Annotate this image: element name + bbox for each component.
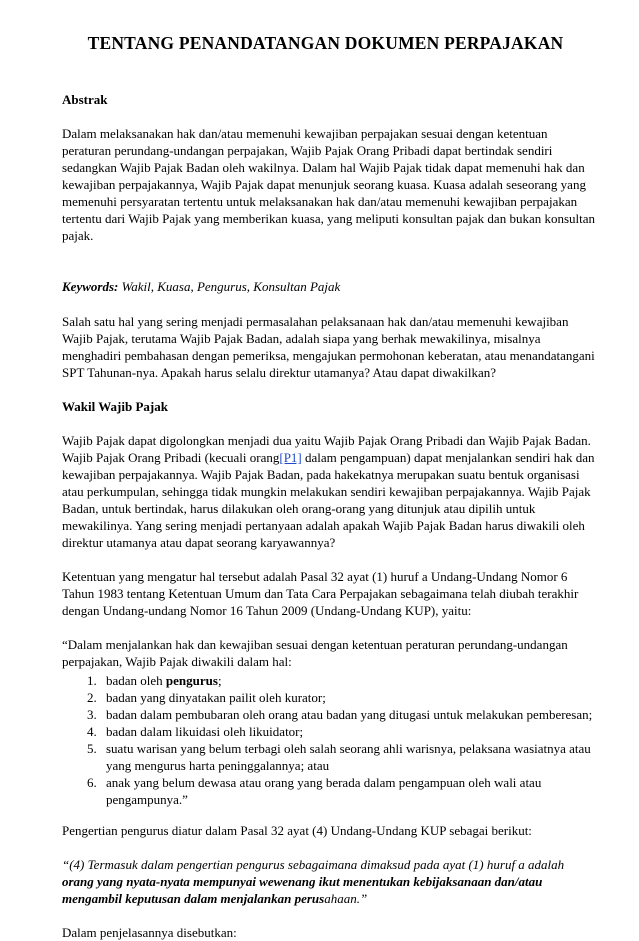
keywords-text: Wakil, Kuasa, Pengurus, Konsultan Pajak: [118, 279, 341, 294]
quote2-italic-end: ahaan.”: [324, 891, 368, 906]
list-item: 6. anak yang belum dewasa atau orang yang berada dalam pengampuan oleh wali atau pengampunya.”: [100, 774, 599, 808]
wakil-text-after: dalam pengampuan) dapat menjalankan sendiri hak dan kewajiban perpajakannya. Wajib Pajak Badan, pada hakekatnya merupakan suatu bentuk organisasi atau perkumpulan, sehingga tidak mungkin melakukan sendiri kewajiban perpajakannya. Wajib Pajak Badan, untuk bertindak, harus dilakukan oleh orang-orang yang ditunjuk atau dipilih untuk mewakilinya. Yang sering menjadi pertanyaan adalah apakah Wajib Pajak Badan harus diwakili oleh direktur utamanya atau dapat seorang karyawannya?: [62, 450, 595, 550]
list-item-text: badan oleh: [106, 673, 166, 688]
list-item: 4. badan dalam likuidasi oleh likuidator;: [100, 723, 599, 740]
quote2-bold-italic: orang yang nyata-nyata mempunyai wewenang ikut menentukan kebijaksanaan dan/atau mengambil keputusan dalam menjalankan perus: [62, 874, 543, 906]
keywords-label: Keywords:: [62, 279, 119, 294]
wakil-text-before: Wajib Pajak dapat digolongkan menjadi dua yaitu Wajib Pajak Orang Pribadi dan Wajib Pajak Badan. Wajib Pajak Orang Pribadi (kecuali orang: [62, 433, 591, 465]
representation-list: [62, 672, 599, 808]
list-item: [100, 672, 599, 689]
keywords-line: [62, 278, 599, 295]
list-item: 5. suatu warisan yang belum terbagi oleh salah seorang ahli warisnya, pelaksana wasiatnya atau yang mengurus harta peninggalannya; atau: [100, 740, 599, 774]
quote-intro: “Dalam menjalankan hak dan kewajiban sesuai dengan ketentuan peraturan perundang-undangan perpajakan, Wajib Pajak diwakili dalam hal:: [62, 637, 568, 669]
comment-link[interactable]: [P1]: [279, 450, 302, 465]
list-item-suffix: ;: [217, 673, 222, 688]
ketentuan-paragraph: Ketentuan yang mengatur hal tersebut adalah Pasal 32 ayat (1) huruf a Undang-Undang Nomor 6 Tahun 1983 tentang Ketentuan Umum dan Tata Cara Perpajakan sebagaimana telah diubah terakhir dengan Undang-undang Nomor 16 Tahun 2009 (Undang-Undang KUP), yaitu:: [62, 569, 579, 618]
list-item: 2. badan yang dinyatakan pailit oleh kurator;: [100, 689, 599, 706]
document-title: TENTANG PENANDATANGAN DOKUMEN PERPAJAKAN: [87, 33, 564, 53]
intro-paragraph: Salah satu hal yang sering menjadi permasalahan pelaksanaan hak dan/atau memenuhi kewajiban Wajib Pajak, terutama Wajib Pajak Badan, adalah siapa yang berhak mewakilinya, misalnya menghadiri pembahasan dengan pemeriksa, mengajukan permohonan keberatan, atau menandatangani SPT Tahunan-nya. Apakah harus selalu direktur utamanya? Atau dapat diwakilkan?: [62, 314, 595, 380]
pengertian-paragraph: Pengertian pengurus diatur dalam Pasal 32 ayat (4) Undang-Undang KUP sebagai berikut:: [62, 823, 532, 838]
abstrak-text: Dalam melaksanakan hak dan/atau memenuhi kewajiban perpajakan sesuai dengan ketentuan peraturan perundang-undangan perpajakan, Wajib Pajak Orang Pribadi dapat bertindak sendiri sedangkan Wajib Pajak Badan oleh wakilnya. Dalam hal Wajib Pajak tidak dapat memenuhi hak dan kewajiban perpajakannya, Wajib Pajak dapat menunjuk seorang kuasa. Kuasa adalah seseorang yang memenuhi persyaratan tertentu untuk melaksanakan hak dan/atau memenuhi kewajiban perpajakan tertentu dari Wajib Pajak yang memberikan kuasa, yang meliputi konsultan pajak dan bukan konsultan pajak.: [62, 126, 596, 243]
list-item-bold: pengurus: [165, 673, 218, 688]
quote-pasal-32-4: [62, 856, 599, 907]
penjelasan-paragraph: Dalam penjelasannya disebutkan:: [62, 925, 237, 940]
list-item: 3. badan dalam pembubaran oleh orang atau badan yang ditugasi untuk melakukan pemberesan;: [100, 706, 599, 723]
quote2-italic: “(4) Termasuk dalam pengertian pengurus sebagaimana dimaksud pada ayat (1) huruf a adalah: [62, 857, 565, 872]
wakil-paragraph: [62, 432, 599, 551]
abstrak-heading: Abstrak: [62, 92, 108, 107]
wakil-heading: Wakil Wajib Pajak: [62, 399, 168, 414]
